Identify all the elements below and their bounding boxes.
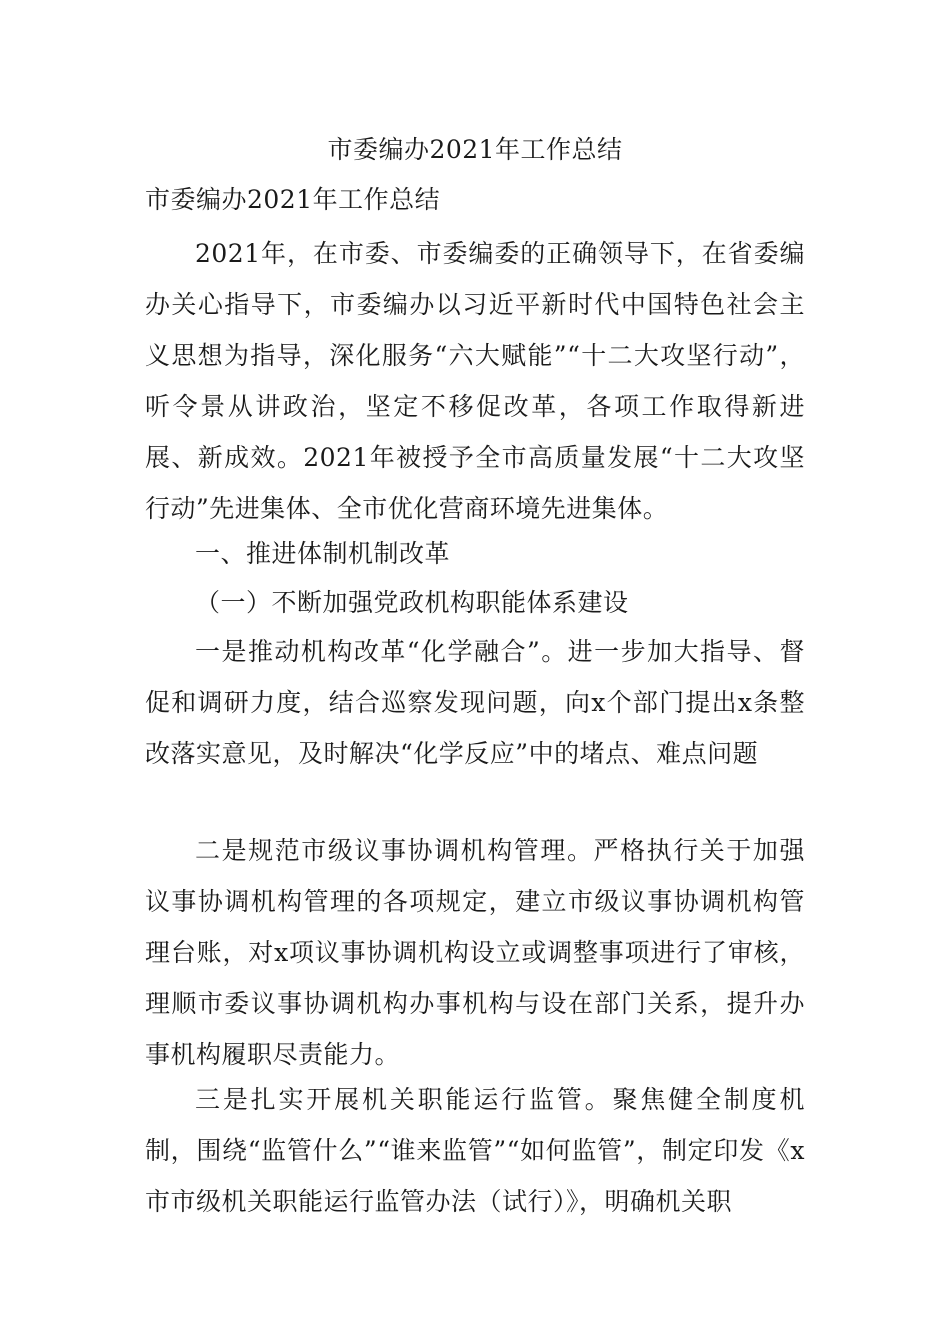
section-heading: 一、推进体制机制改革 (195, 539, 451, 568)
item-paragraph-2: 二是规范市级议事协调机构管理。严格执行关于加强议事协调机构管理的各项规定，建立市级议事协调机构管理台账，对x项议事协调机构设立或调整事项进行了审核，理顺市委议事协调机构办事机构与设在部门关系，提升办事机构履职尽责能力。 (145, 836, 805, 1069)
item-paragraph-3: 三是扎实开展机关职能运行监管。聚焦健全制度机制，围绕“监管什么”“谁来监管”“如何监管”，制定印发《x市市级机关职能运行监管办法（试行）》，明确机关职 (145, 1085, 805, 1216)
intro-paragraph: 2021年，在市委、市委编委的正确领导下，在省委编办关心指导下，市委编办以习近平新时代中国特色社会主义思想为指导，深化服务“六大赋能”“十二大攻坚行动”，听令景从讲政治，坚定不移促改革，各项工作取得新进展、新成效。2021年被授予全市高质量发展“十二大攻坚行动”先进集体、全市优化营商环境先进集体。 (145, 239, 805, 523)
subsection-heading: （一）不断加强党政机构职能体系建设 (195, 588, 629, 617)
item-paragraph-1: 一是推动机构改革“化学融合”。进一步加大指导、督促和调研力度，结合巡察发现问题，向x个部门提出x条整改落实意见，及时解决“化学反应”中的堵点、难点问题 (145, 637, 805, 768)
document-subtitle: 市委编办2021年工作总结 (145, 185, 441, 214)
document-title: 市委编办2021年工作总结 (327, 135, 623, 164)
